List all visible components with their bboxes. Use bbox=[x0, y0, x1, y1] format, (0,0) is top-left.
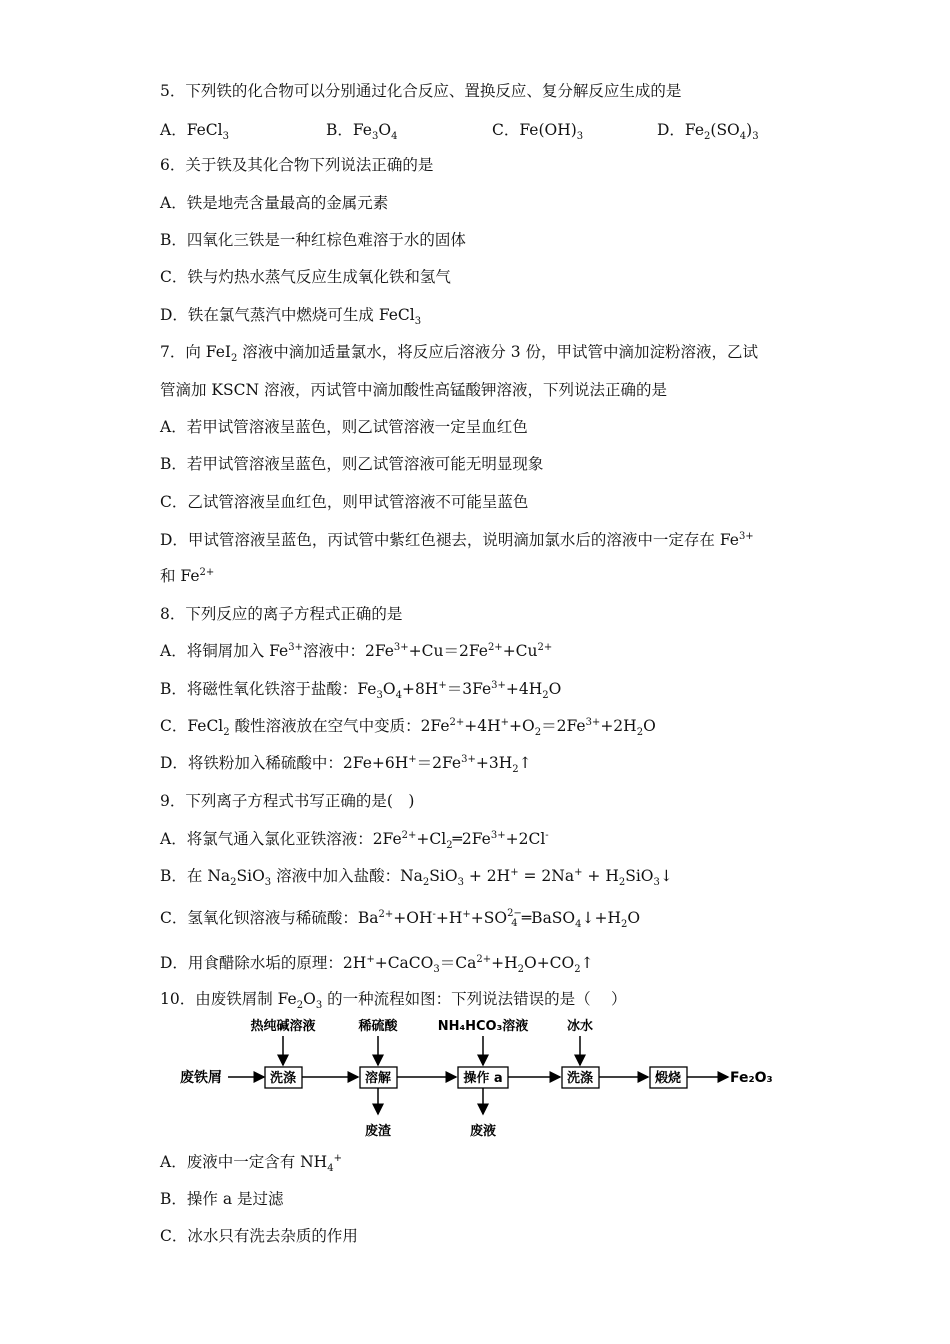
q6-option-a: A．铁是地壳含量最高的金属元素 bbox=[160, 194, 389, 212]
flow-input-ice-water: 冰水 bbox=[566, 1019, 594, 1034]
flow-output-residue: 废渣 bbox=[364, 1124, 392, 1139]
q9-stem: 9．下列离子方程式书写正确的是( ) bbox=[160, 792, 415, 810]
q5-stem: 5．下列铁的化合物可以分别通过化合反应、置换反应、复分解反应生成的是 bbox=[160, 82, 682, 100]
q7-stem-line2: 管滴加 KSCN 溶液，丙试管中滴加酸性高锰酸钾溶液，下列说法正确的是 bbox=[160, 381, 667, 399]
flow-box-dissolve-label: 溶解 bbox=[364, 1071, 392, 1086]
q6-stem: 6．关于铁及其化合物下列说法正确的是 bbox=[160, 156, 434, 174]
flow-input-dilute-acid: 稀硫酸 bbox=[358, 1019, 398, 1034]
q10-option-c: C．冰水只有洗去杂质的作用 bbox=[160, 1227, 358, 1245]
q5-option-a: A．FeCl$_3$ bbox=[160, 121, 229, 143]
q7-option-b: B．若甲试管溶液呈蓝色，则乙试管溶液可能无明显现象 bbox=[160, 455, 544, 473]
q7-option-d-line1: D．甲试管溶液呈蓝色，丙试管中紫红色褪去，说明滴加氯水后的溶液中一定存在 $Fe^{3+}$ bbox=[160, 530, 754, 549]
flow-box-calcine-label: 煅烧 bbox=[654, 1071, 682, 1086]
q7-option-a: A．若甲试管溶液呈蓝色，则乙试管溶液一定呈血红色 bbox=[160, 418, 528, 436]
q7-option-c: C．乙试管溶液呈血红色，则甲试管溶液不可能呈蓝色 bbox=[160, 493, 529, 511]
flow-output-waste-liquid: 废液 bbox=[469, 1124, 497, 1139]
q6-option-c: C．铁与灼热水蒸气反应生成氧化铁和氢气 bbox=[160, 268, 451, 286]
flow-input-nh4hco3: NH₄HCO₃溶液 bbox=[437, 1019, 529, 1034]
q8-option-c: C．FeCl$_2$ 酸性溶液放在空气中变质：$2Fe^{2+}+4H^++O_2=2Fe^{3+}+2H_2O$ bbox=[160, 716, 656, 739]
q5-option-d: D．$Fe_2(SO_4)_3$ bbox=[657, 121, 759, 143]
flow-input-hot-soda: 热纯碱溶液 bbox=[250, 1019, 316, 1034]
flow-box-operation-a-label: 操作 a bbox=[463, 1071, 503, 1086]
q6-option-d: D．铁在氯气蒸汽中燃烧可生成 FeCl$_3$ bbox=[160, 306, 422, 328]
q8-stem: 8．下列反应的离子方程式正确的是 bbox=[160, 605, 403, 623]
flow-diagram bbox=[170, 1014, 790, 1144]
q7-stem-line1: 7．向 FeI$_2$ 溶液中滴加适量氯水，将反应后溶液分 3 份，甲试管中滴加淀粉溶液，乙试 bbox=[160, 343, 759, 365]
q5-option-c: C．$Fe(OH)_3$ bbox=[492, 121, 584, 143]
q5-option-b: B．$Fe_3O_4$ bbox=[326, 121, 398, 143]
q10-option-a: A．废液中一定含有 $NH_4^+$ bbox=[160, 1152, 342, 1175]
q8-option-b: B．将磁性氧化铁溶于盐酸：$Fe_3O_4+8H^+=3Fe^{3+}+4H_2O$ bbox=[160, 679, 562, 702]
q8-option-d: D．将铁粉加入稀硫酸中：$2Fe+6H^+=2Fe^{3+}+3H_2↑$ bbox=[160, 753, 532, 776]
q9-option-d: D．用食醋除水垢的原理：$2H^++CaCO_3=Ca^{2+}+H_2O+CO_2↑$ bbox=[160, 953, 594, 976]
q9-option-c: C．氢氧化钡溶液与稀硫酸：$Ba^{2+}+OH^-+H^++SO$ 2− 4 $═BaSO_4↓+H_2O$ bbox=[160, 908, 641, 931]
q7-option-d-line2: 和 $Fe^{2+}$ bbox=[160, 566, 215, 585]
q9-option-b: B．在 $Na_2SiO_3$ 溶液中加入盐酸：$Na_2SiO_3 + 2H^+ = 2Na^+$ + $H_2SiO_3↓$ bbox=[160, 866, 673, 889]
flow-start-label: 废铁屑 bbox=[180, 1070, 222, 1086]
flow-box-wash-1-label: 洗涤 bbox=[269, 1071, 297, 1086]
q9-option-a: A．将氯气通入氯化亚铁溶液：$2Fe^{2+}+Cl_2═2Fe^{3+}+2Cl^-$ bbox=[160, 829, 549, 852]
q6-option-b: B．四氧化三铁是一种红棕色难溶于水的固体 bbox=[160, 231, 466, 249]
q8-option-a: A．将铜屑加入 $Fe^{3+}$溶液中：$2Fe^{3+}+Cu=2Fe^{2+}+Cu^{2+}$ bbox=[160, 641, 553, 660]
flow-end-label: Fe₂O₃ bbox=[730, 1070, 773, 1086]
q10-stem: 10．由废铁屑制 $Fe_2O_3$ 的一种流程如图：下列说法错误的是（ ） bbox=[160, 990, 627, 1012]
flow-box-wash-2-label: 洗涤 bbox=[566, 1071, 594, 1086]
q10-option-b: B．操作 a 是过滤 bbox=[160, 1190, 284, 1208]
